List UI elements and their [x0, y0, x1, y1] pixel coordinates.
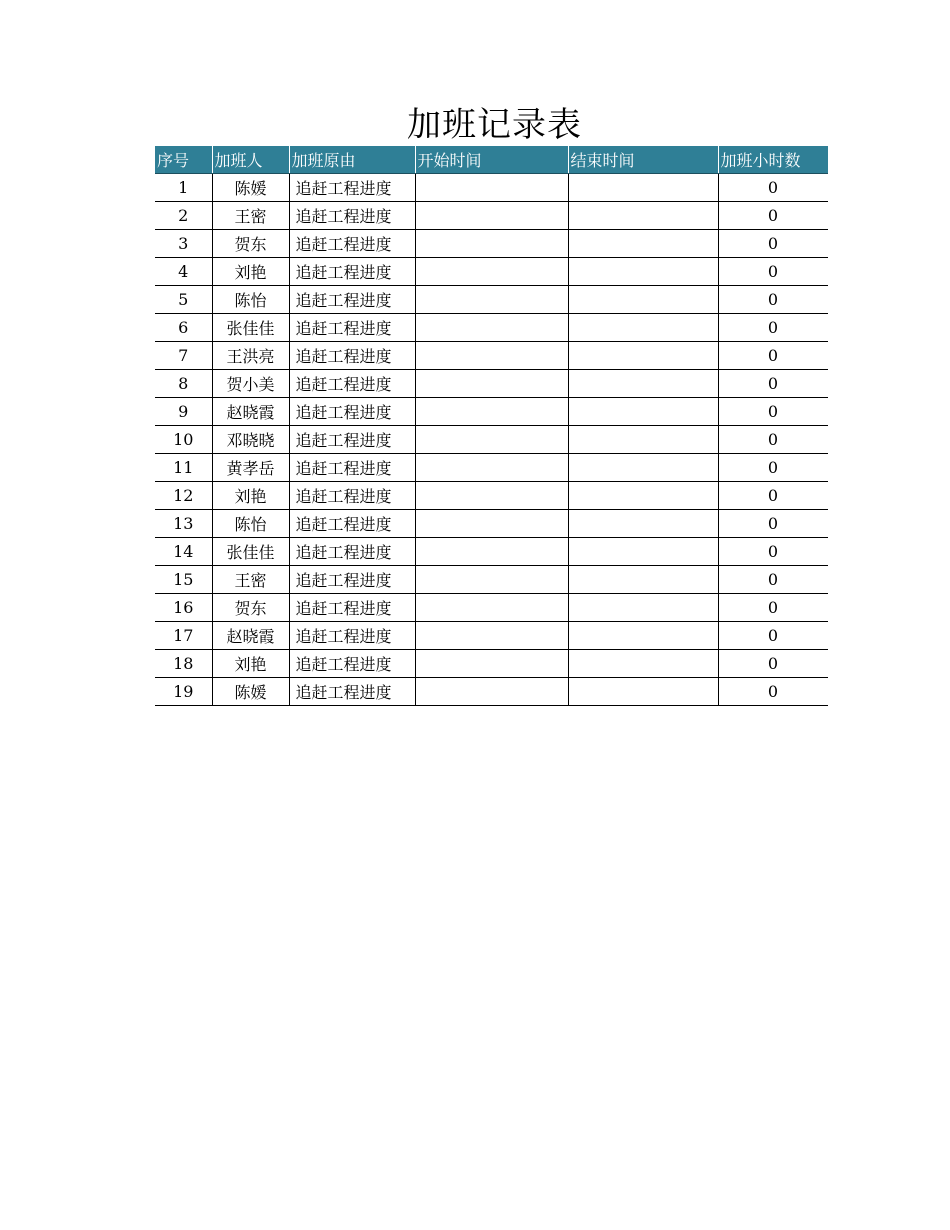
cell-start-time[interactable]: [415, 594, 568, 622]
cell-end-time[interactable]: [568, 538, 718, 566]
cell-start-time[interactable]: [415, 426, 568, 454]
cell-reason[interactable]: 追赶工程进度: [289, 594, 415, 622]
table-row: [155, 398, 828, 426]
cell-hours[interactable]: 0: [718, 230, 828, 258]
cell-no[interactable]: 5: [155, 286, 212, 314]
table-row: [155, 482, 828, 510]
cell-reason[interactable]: 追赶工程进度: [289, 454, 415, 482]
cell-end-time[interactable]: [568, 594, 718, 622]
cell-reason[interactable]: 追赶工程进度: [289, 622, 415, 650]
cell-reason[interactable]: 追赶工程进度: [289, 258, 415, 286]
cell-person[interactable]: 陈媛: [212, 678, 289, 706]
table-row: [155, 454, 828, 482]
cell-start-time[interactable]: [415, 398, 568, 426]
cell-end-time[interactable]: [568, 230, 718, 258]
cell-end-time[interactable]: [568, 342, 718, 370]
cell-hours[interactable]: 0: [718, 566, 828, 594]
cell-start-time[interactable]: [415, 678, 568, 706]
cell-start-time[interactable]: [415, 510, 568, 538]
table-row: [155, 538, 828, 566]
cell-hours[interactable]: 0: [718, 202, 828, 230]
cell-start-time[interactable]: [415, 286, 568, 314]
cell-hours[interactable]: 0: [718, 258, 828, 286]
cell-no[interactable]: 3: [155, 230, 212, 258]
cell-no[interactable]: 4: [155, 258, 212, 286]
cell-end-time[interactable]: [568, 426, 718, 454]
cell-no[interactable]: 19: [155, 678, 212, 706]
cell-person[interactable]: 黄孝岳: [212, 454, 289, 482]
table-row: [155, 230, 828, 258]
table-row: [155, 174, 828, 202]
cell-person[interactable]: 刘艳: [212, 258, 289, 286]
cell-no[interactable]: 15: [155, 566, 212, 594]
table-row: [155, 622, 828, 650]
cell-end-time[interactable]: [568, 258, 718, 286]
column-header-no[interactable]: 序号: [155, 146, 212, 174]
cell-reason[interactable]: 追赶工程进度: [289, 342, 415, 370]
table-row: [155, 286, 828, 314]
cell-hours[interactable]: 0: [718, 622, 828, 650]
cell-reason[interactable]: 追赶工程进度: [289, 566, 415, 594]
cell-hours[interactable]: 0: [718, 286, 828, 314]
table-row: [155, 314, 828, 342]
table-header: [155, 146, 828, 174]
cell-no[interactable]: 10: [155, 426, 212, 454]
cell-start-time[interactable]: [415, 174, 568, 202]
cell-no[interactable]: 18: [155, 650, 212, 678]
cell-reason[interactable]: 追赶工程进度: [289, 174, 415, 202]
cell-no[interactable]: 2: [155, 202, 212, 230]
table-row: [155, 258, 828, 286]
cell-person[interactable]: 王密: [212, 566, 289, 594]
cell-hours[interactable]: 0: [718, 650, 828, 678]
cell-person[interactable]: 王密: [212, 202, 289, 230]
cell-end-time[interactable]: [568, 566, 718, 594]
cell-end-time[interactable]: [568, 622, 718, 650]
cell-person[interactable]: 贺东: [212, 594, 289, 622]
cell-end-time[interactable]: [568, 286, 718, 314]
cell-person[interactable]: 陈怡: [212, 286, 289, 314]
cell-no[interactable]: 11: [155, 454, 212, 482]
cell-start-time[interactable]: [415, 342, 568, 370]
cell-start-time[interactable]: [415, 650, 568, 678]
cell-start-time[interactable]: [415, 538, 568, 566]
table-row: [155, 594, 828, 622]
header-row: [155, 146, 828, 174]
cell-no[interactable]: 8: [155, 370, 212, 398]
cell-end-time[interactable]: [568, 454, 718, 482]
cell-end-time[interactable]: [568, 482, 718, 510]
table-row: [155, 370, 828, 398]
cell-no[interactable]: 9: [155, 398, 212, 426]
cell-hours[interactable]: 0: [718, 370, 828, 398]
cell-end-time[interactable]: [568, 510, 718, 538]
table-row: [155, 510, 828, 538]
table-row: [155, 202, 828, 230]
cell-reason[interactable]: 追赶工程进度: [289, 510, 415, 538]
cell-reason[interactable]: 追赶工程进度: [289, 314, 415, 342]
table-row: [155, 566, 828, 594]
cell-no[interactable]: 14: [155, 538, 212, 566]
cell-no[interactable]: 16: [155, 594, 212, 622]
cell-person[interactable]: 张佳佳: [212, 538, 289, 566]
cell-hours[interactable]: 0: [718, 426, 828, 454]
cell-person[interactable]: 赵晓霞: [212, 622, 289, 650]
cell-hours[interactable]: 0: [718, 314, 828, 342]
cell-hours[interactable]: 0: [718, 174, 828, 202]
cell-reason[interactable]: 追赶工程进度: [289, 286, 415, 314]
cell-person[interactable]: 张佳佳: [212, 314, 289, 342]
cell-person[interactable]: 贺小美: [212, 370, 289, 398]
cell-person[interactable]: 陈媛: [212, 174, 289, 202]
cell-start-time[interactable]: [415, 370, 568, 398]
cell-hours[interactable]: 0: [718, 594, 828, 622]
cell-start-time[interactable]: [415, 258, 568, 286]
cell-start-time[interactable]: [415, 566, 568, 594]
cell-end-time[interactable]: [568, 314, 718, 342]
cell-start-time[interactable]: [415, 482, 568, 510]
cell-no[interactable]: 12: [155, 482, 212, 510]
table-row: [155, 650, 828, 678]
cell-reason[interactable]: 追赶工程进度: [289, 650, 415, 678]
column-header-hours[interactable]: 加班小时数: [718, 146, 828, 174]
overtime-sheet: [155, 104, 828, 706]
cell-person[interactable]: 邓晓晓: [212, 426, 289, 454]
cell-person[interactable]: 王洪亮: [212, 342, 289, 370]
cell-no[interactable]: 7: [155, 342, 212, 370]
cell-no[interactable]: 6: [155, 314, 212, 342]
cell-start-time[interactable]: [415, 202, 568, 230]
column-header-reason[interactable]: 加班原由: [289, 146, 415, 174]
cell-reason[interactable]: 追赶工程进度: [289, 482, 415, 510]
cell-reason[interactable]: 追赶工程进度: [289, 538, 415, 566]
column-header-person[interactable]: 加班人: [212, 146, 289, 174]
cell-start-time[interactable]: [415, 314, 568, 342]
page-title: 加班记录表: [407, 105, 582, 145]
table-row: [155, 678, 828, 706]
cell-end-time[interactable]: [568, 678, 718, 706]
cell-reason[interactable]: 追赶工程进度: [289, 370, 415, 398]
cell-no[interactable]: 13: [155, 510, 212, 538]
cell-person[interactable]: 赵晓霞: [212, 398, 289, 426]
cell-end-time[interactable]: [568, 650, 718, 678]
column-header-end-time[interactable]: 结束时间: [568, 146, 718, 174]
table-body: [155, 174, 828, 706]
cell-end-time[interactable]: [568, 370, 718, 398]
cell-hours[interactable]: 0: [718, 482, 828, 510]
cell-hours[interactable]: 0: [718, 454, 828, 482]
cell-person[interactable]: 刘艳: [212, 650, 289, 678]
cell-reason[interactable]: 追赶工程进度: [289, 398, 415, 426]
cell-start-time[interactable]: [415, 622, 568, 650]
cell-hours[interactable]: 0: [718, 398, 828, 426]
cell-reason[interactable]: 追赶工程进度: [289, 230, 415, 258]
cell-person[interactable]: 刘艳: [212, 482, 289, 510]
cell-reason[interactable]: 追赶工程进度: [289, 426, 415, 454]
column-header-start-time[interactable]: 开始时间: [415, 146, 568, 174]
cell-hours[interactable]: 0: [718, 510, 828, 538]
cell-start-time[interactable]: [415, 230, 568, 258]
cell-reason[interactable]: 追赶工程进度: [289, 678, 415, 706]
table-row: [155, 342, 828, 370]
cell-no[interactable]: 1: [155, 174, 212, 202]
cell-end-time[interactable]: [568, 398, 718, 426]
table-row: [155, 426, 828, 454]
cell-person[interactable]: 贺东: [212, 230, 289, 258]
cell-start-time[interactable]: [415, 454, 568, 482]
cell-person[interactable]: 陈怡: [212, 510, 289, 538]
cell-hours[interactable]: 0: [718, 678, 828, 706]
cell-hours[interactable]: 0: [718, 538, 828, 566]
cell-end-time[interactable]: [568, 202, 718, 230]
cell-hours[interactable]: 0: [718, 342, 828, 370]
overtime-table: [155, 146, 828, 706]
cell-reason[interactable]: 追赶工程进度: [289, 202, 415, 230]
cell-no[interactable]: 17: [155, 622, 212, 650]
cell-end-time[interactable]: [568, 174, 718, 202]
